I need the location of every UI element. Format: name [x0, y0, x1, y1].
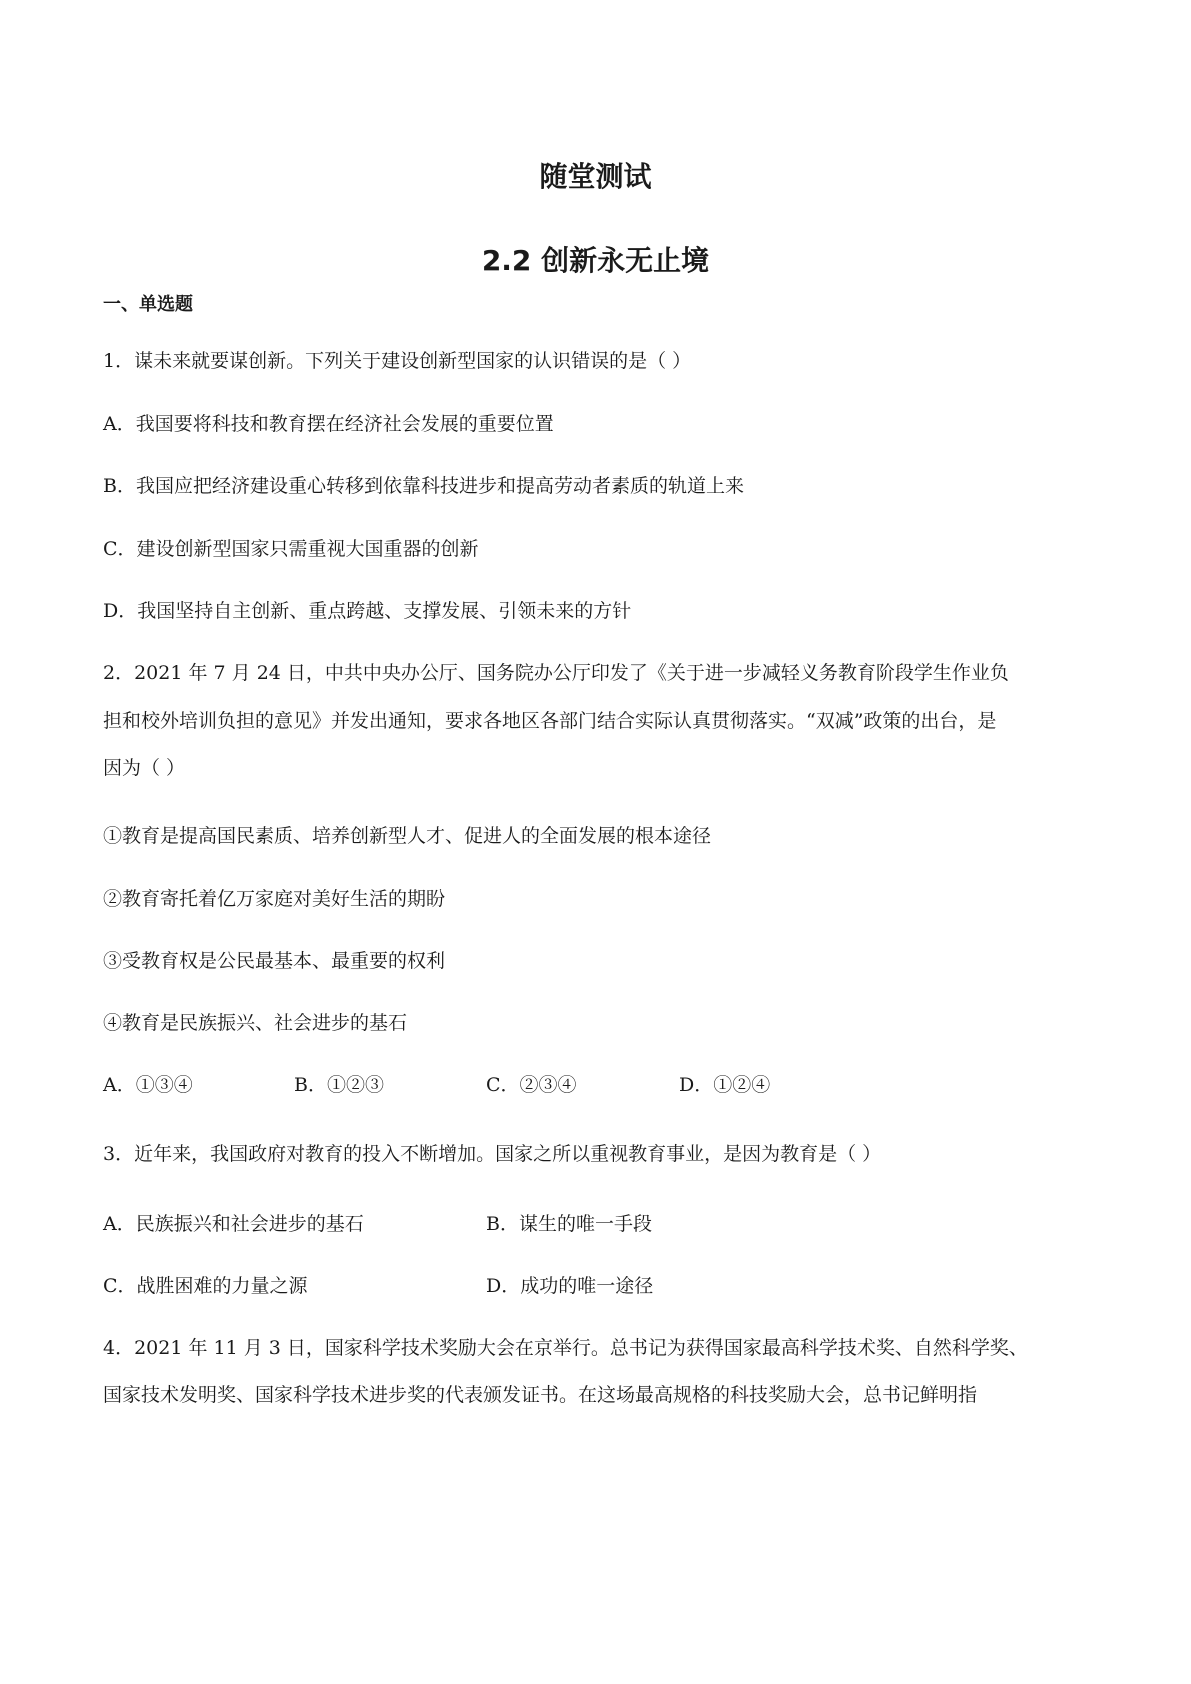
- question-2-option-d: D．①②④: [679, 1074, 771, 1096]
- question-2-stem-line-3: 因为（ ）: [103, 757, 186, 779]
- question-2-option-c: C．②③④: [486, 1074, 577, 1096]
- question-2-statement-4: ④教育是民族振兴、社会进步的基石: [103, 1012, 408, 1034]
- question-1-stem: 1．谋未来就要谋创新。下列关于建设创新型国家的认识错误的是（ ）: [103, 350, 692, 372]
- question-4-stem-line-2: 国家技术发明奖、国家科学技术进步奖的代表颁发证书。在这场最高规格的科技奖励大会，总书记鲜明指: [103, 1384, 978, 1406]
- question-3-option-a: A．民族振兴和社会进步的基石: [103, 1213, 364, 1235]
- question-1-option-c: C．建设创新型国家只需重视大国重器的创新: [103, 538, 479, 560]
- question-2-statement-2: ②教育寄托着亿万家庭对美好生活的期盼: [103, 888, 446, 910]
- question-2-statement-1: ①教育是提高国民素质、培养创新型人才、促进人的全面发展的根本途径: [103, 825, 712, 847]
- section-heading: 一、单选题: [103, 294, 193, 315]
- question-2-stem-line-1: 2．2021 年 7 月 24 日，中共中央办公厅、国务院办公厅印发了《关于进一步减轻义务教育阶段学生作业负: [103, 662, 1009, 684]
- question-2-stem-line-2: 担和校外培训负担的意见》并发出通知，要求各地区各部门结合实际认真贯彻落实。“双减”政策的出台，是: [103, 710, 997, 732]
- question-3-option-d: D．成功的唯一途径: [486, 1275, 654, 1297]
- question-3-option-b: B．谋生的唯一手段: [486, 1213, 652, 1235]
- page-subtitle: 2.2 创新永无止境: [481, 244, 710, 277]
- question-3-option-c: C．战胜困难的力量之源: [103, 1275, 308, 1297]
- question-1-option-b: B．我国应把经济建设重心转移到依靠科技进步和提高劳动者素质的轨道上来: [103, 475, 744, 497]
- question-2-option-a: A．①③④: [103, 1074, 193, 1096]
- question-2-statement-3: ③受教育权是公民最基本、最重要的权利: [103, 950, 446, 972]
- page-title: 随堂测试: [539, 160, 652, 193]
- question-1-option-a: A．我国要将科技和教育摆在经济社会发展的重要位置: [103, 413, 554, 435]
- question-3-stem: 3．近年来，我国政府对教育的投入不断增加。国家之所以重视教育事业，是因为教育是（ ）: [103, 1143, 882, 1165]
- question-1-option-d: D．我国坚持自主创新、重点跨越、支撑发展、引领未来的方针: [103, 600, 632, 622]
- question-4-stem-line-1: 4．2021 年 11 月 3 日，国家科学技术奖励大会在京举行。总书记为获得国家最高科学技术奖、自然科学奖、: [103, 1337, 1028, 1359]
- question-2-option-b: B．①②③: [294, 1074, 384, 1096]
